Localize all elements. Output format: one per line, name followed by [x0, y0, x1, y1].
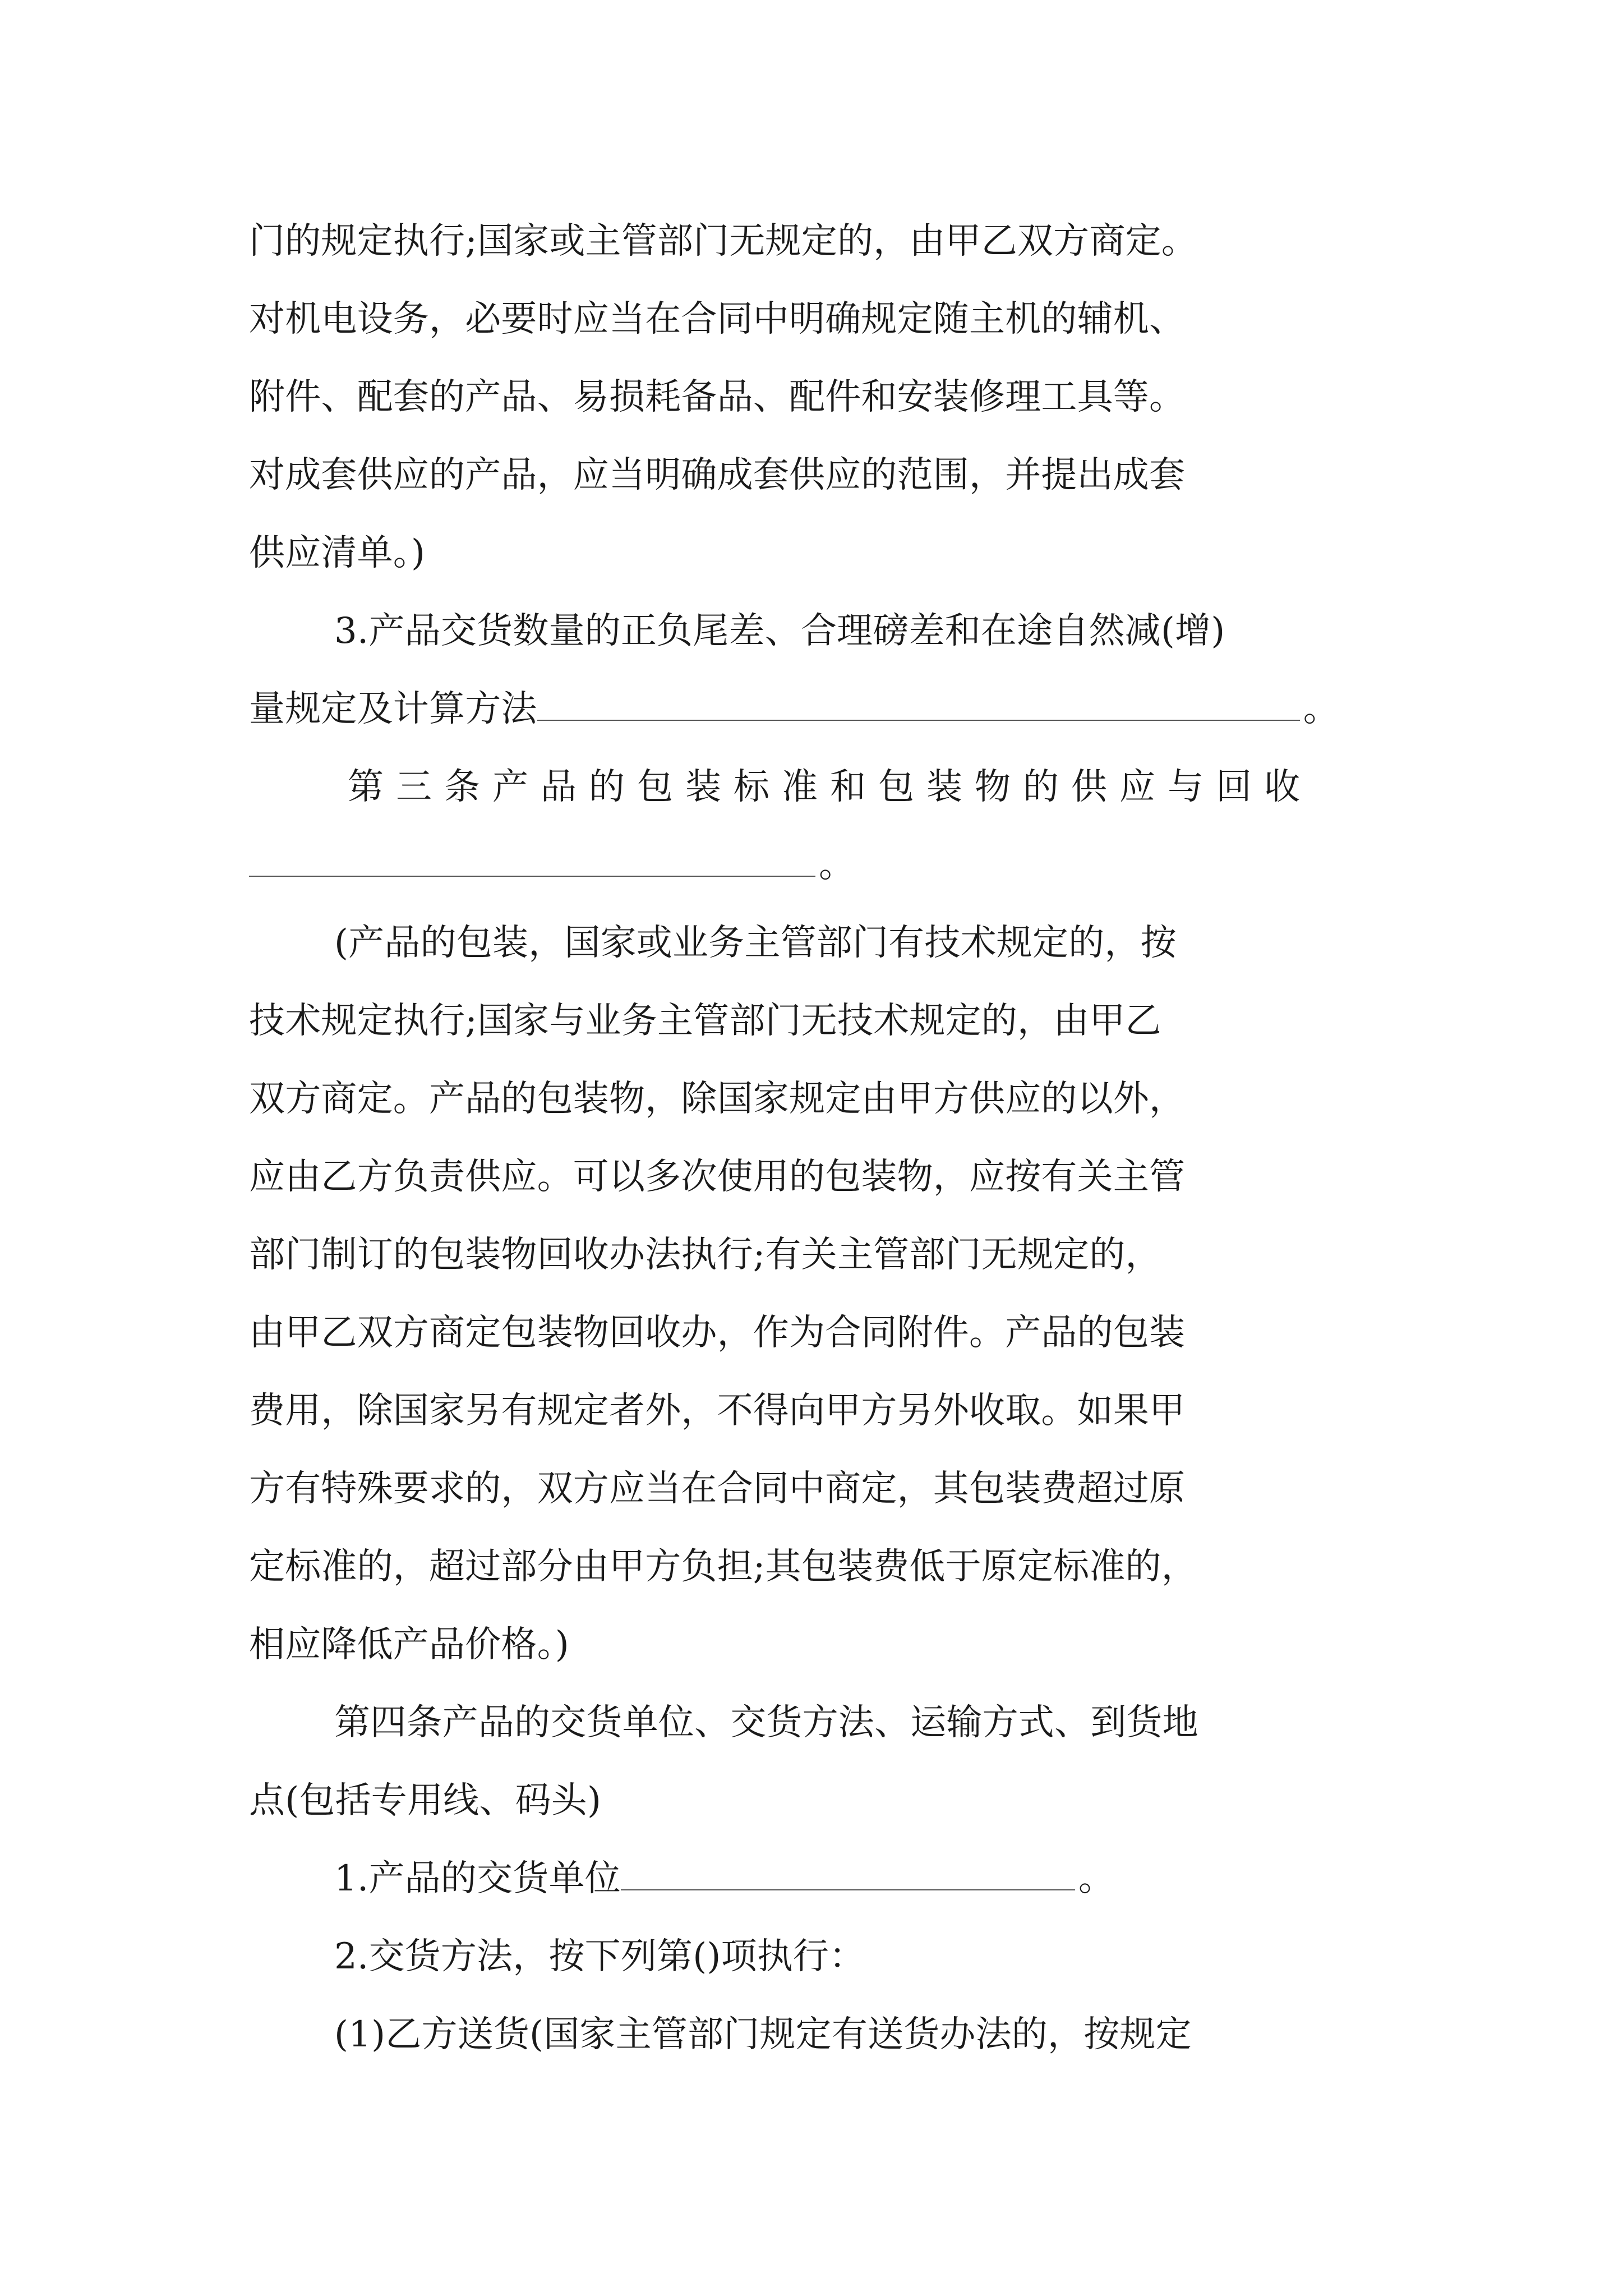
text-segment: 。	[1078, 1858, 1115, 1899]
text-line: 定标准的，超过部分由甲方负担;其包装费低于原定标准的，	[249, 1546, 1197, 1588]
text-line: 相应降低产品价格。)	[249, 1624, 569, 1665]
section-heading: 第四条产品的交货单位、交货方法、运输方式、到货地	[334, 1702, 1198, 1743]
text-line: 由甲乙双方商定包装物回收办，作为合同附件。产品的包装	[249, 1312, 1186, 1354]
fill-in-blank[interactable]	[249, 842, 815, 877]
text-line: 方有特殊要求的，双方应当在合同中商定，其包装费超过原	[249, 1468, 1186, 1510]
text-line: 技术规定执行;国家与业务主管部门无技术规定的，由甲乙	[249, 1000, 1161, 1042]
text-line: 双方商定。产品的包装物，除国家规定由甲方供应的以外，	[249, 1078, 1186, 1120]
text-line-with-blank	[249, 838, 1404, 892]
text-line: 3.产品交货数量的正负尾差、合理磅差和在途自然减(增)	[334, 610, 1225, 652]
text-line: 点(包括专用线、码头)	[249, 1780, 602, 1821]
text-line: (1)乙方送货(国家主管部门规定有送货办法的，按规定	[334, 2014, 1192, 2055]
text-segment: 。	[819, 844, 855, 886]
section-heading: 第三条产品的包装标准和包装物的供应与回收	[348, 766, 1312, 808]
text-line-with-blank	[334, 1852, 1490, 1906]
text-line: (产品的包装，国家或业务主管部门有技术规定的，按	[334, 922, 1177, 964]
text-segment: 。	[1303, 688, 1339, 730]
fill-in-blank[interactable]	[537, 686, 1300, 721]
text-line: 应由乙方负责供应。可以多次使用的包装物，应按有关主管	[249, 1156, 1186, 1198]
text-line: 对成套供应的产品，应当明确成套供应的范围，并提出成套	[249, 454, 1186, 496]
text-line: 对机电设务，必要时应当在合同中明确规定随主机的辅机、	[249, 298, 1186, 340]
text-line: 供应清单。)	[249, 532, 426, 574]
text-line: 部门制订的包装物回收办法执行;有关主管部门无规定的，	[249, 1234, 1161, 1276]
text-line: 费用，除国家另有规定者外，不得向甲方另外收取。如果甲	[249, 1390, 1186, 1432]
text-line: 2.交货方法，按下列第()项执行：	[334, 1936, 865, 1977]
text-line-with-blank	[249, 682, 1404, 736]
text-line: 附件、配套的产品、易损耗备品、配件和安装修理工具等。	[249, 376, 1186, 418]
text-segment: 量规定及计算方法	[249, 688, 537, 730]
text-segment: 1.产品的交货单位	[334, 1858, 621, 1899]
fill-in-blank[interactable]	[621, 1856, 1075, 1890]
text-line: 门的规定执行;国家或主管部门无规定的，由甲乙双方商定。	[249, 220, 1197, 262]
